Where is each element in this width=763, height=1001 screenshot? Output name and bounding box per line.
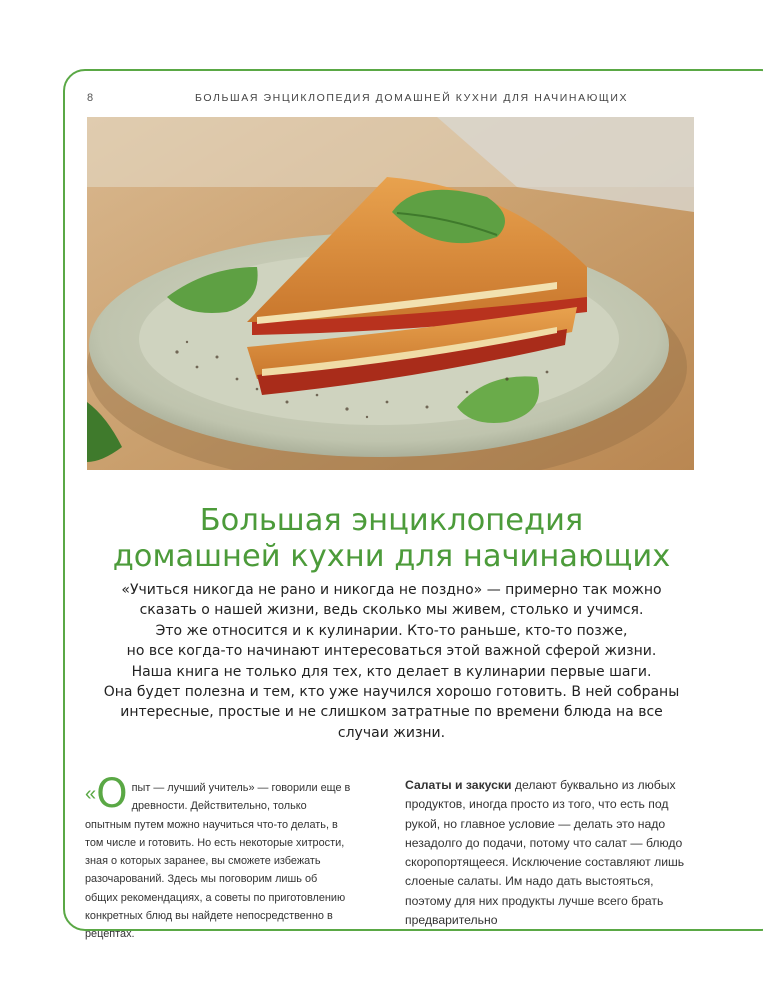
intro-line: случаи жизни. — [337, 724, 446, 741]
running-title: БОЛЬШАЯ ЭНЦИКЛОПЕДИЯ ДОМАШНЕЙ КУХНИ ДЛЯ НАЧИНАЮЩИХ — [195, 92, 629, 104]
section-lead: Салаты и закуски — [405, 778, 512, 792]
right-column-text: делают буквально из любых продуктов, иногда просто из того, что есть под рукой, но главное условие — делать это надо незадолго до подачи, потому что салат — блюдо скоропортящееся. Исключение составляют лишь слоеные салаты. Им надо дать выстояться, поэтому для них продукты лучше всего брать предварительно — [405, 778, 685, 928]
intro-line: но все когда-то начинают интересоваться этой важной сферой жизни. — [126, 643, 657, 660]
title-line-1: Большая энциклопедия — [199, 503, 584, 538]
intro-line: «Учиться никогда не рано и никогда не поздно» — примерно так можно — [121, 582, 662, 598]
intro-line: Она будет полезна и тем, кто уже научился хорошо готовить. В ней собраны — [103, 684, 680, 701]
intro-line: Это же относится и к кулинарии. Кто-то раньше, кто-то позже, — [155, 622, 628, 639]
intro-line: интересные, простые и не слишком затратные по времени блюда на все — [120, 704, 663, 721]
drop-letter: О — [96, 771, 128, 817]
page-number: 8 — [87, 92, 94, 104]
drop-cap — [85, 771, 128, 817]
page-title — [90, 503, 693, 575]
hero-photo — [87, 117, 694, 470]
intro-paragraph — [100, 580, 683, 743]
left-column — [85, 771, 353, 944]
drop-quote: « — [85, 783, 97, 805]
right-column — [405, 776, 701, 930]
dish-photo-icon — [87, 117, 694, 470]
intro-line: Наша книга не только для тех, кто делает в кулинарии первые шаги. — [131, 663, 652, 680]
intro-line: сказать о нашей жизни, ведь сколько мы живем, столько и учимся. — [139, 602, 644, 619]
left-column-text: пыт — лучший учитель» — говорили еще в древности. Действительно, только опытным путем можно научиться что-то делать, в том числе и готовить. Но есть некоторые хитрости, зная о которых заранее, вы сможете избежать разочарований. Здесь мы поговорим лишь об общих рекомендациях, а советы по приготовлению конкретных блюд вы найдете непосредственно в рецептах. — [85, 782, 351, 941]
title-line-2: домашней кухни для начинающих — [112, 539, 671, 574]
